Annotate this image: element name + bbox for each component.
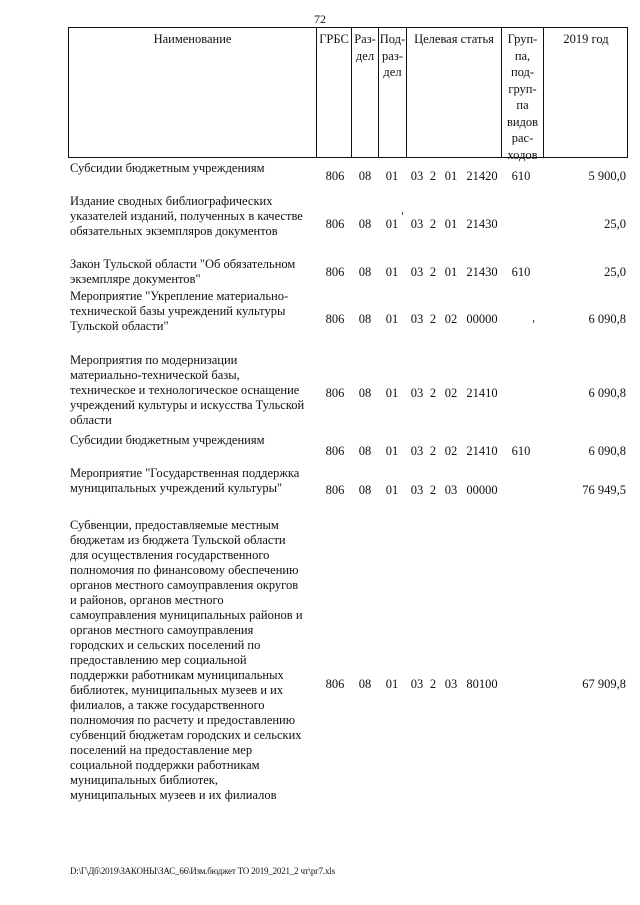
row-target-event: 02 [444, 444, 458, 458]
row-group: 610 [511, 169, 531, 183]
header-target: Целевая статья [407, 28, 502, 157]
row-name: Субсидии бюджетным учреждениям [70, 161, 265, 175]
row-target-program: 03 [410, 386, 424, 400]
row-sum: 6 090,8 [588, 386, 626, 400]
row-target-program: 03 [410, 444, 424, 458]
row-grbs: 806 [325, 217, 345, 231]
row-target-program: 03 [410, 677, 424, 691]
row-target-event: 02 [444, 386, 458, 400]
row-group: 610 [511, 265, 531, 279]
row-target-type: 2 [429, 386, 437, 400]
scan-mark [533, 320, 534, 323]
scan-mark [402, 212, 403, 215]
header-grbs: ГРБС [317, 28, 352, 157]
row-razdel: 08 [358, 483, 372, 497]
row-razdel: 08 [358, 312, 372, 326]
row-name: Закон Тульской области "Об обязательном экземпляре документов" [70, 257, 296, 286]
row-target-program: 03 [410, 169, 424, 183]
row-group: 610 [511, 444, 531, 458]
row-name: Издание сводных библиографических указателей изданий, полученных в качестве обязательных экземпляров документов [70, 194, 303, 238]
row-grbs: 806 [325, 444, 345, 458]
row-target-event: 01 [444, 169, 458, 183]
row-target-direction: 21410 [466, 444, 498, 458]
row-target-event: 03 [444, 677, 458, 691]
row-target-event: 02 [444, 312, 458, 326]
row-sum: 67 909,8 [582, 677, 626, 691]
row-target-direction: 00000 [466, 483, 498, 497]
row-grbs: 806 [325, 312, 345, 326]
row-target-direction: 80100 [466, 677, 498, 691]
row-sum: 25,0 [604, 217, 626, 231]
table-header [68, 27, 628, 162]
row-razdel: 08 [358, 217, 372, 231]
row-grbs: 806 [325, 483, 345, 497]
page-number: 72 [314, 12, 326, 26]
row-name: Мероприятие "Укрепление материально- технической базы учреждений культуры Тульской области" [70, 289, 289, 333]
row-razdel: 08 [358, 265, 372, 279]
row-sum: 5 900,0 [588, 169, 626, 183]
row-target-program: 03 [410, 483, 424, 497]
row-target-event: 01 [444, 217, 458, 231]
row-razdel: 08 [358, 444, 372, 458]
row-podrazdel: 01 [385, 169, 399, 183]
row-sum: 6 090,8 [588, 444, 626, 458]
row-sum: 6 090,8 [588, 312, 626, 326]
row-podrazdel: 01 [385, 444, 399, 458]
row-target-program: 03 [410, 312, 424, 326]
header-razdel: Раз- дел [352, 28, 379, 157]
row-target-type: 2 [429, 312, 437, 326]
row-name: Мероприятия по модернизации материально-технической базы, техническое и технологическое оснащение учреждений культуры и искусства Тульской области [70, 353, 305, 427]
row-grbs: 806 [325, 169, 345, 183]
row-target-direction: 00000 [466, 312, 498, 326]
row-target-direction: 21410 [466, 386, 498, 400]
row-sum: 25,0 [604, 265, 626, 279]
row-target-program: 03 [410, 217, 424, 231]
row-podrazdel: 01 [385, 312, 399, 326]
row-target-type: 2 [429, 677, 437, 691]
row-grbs: 806 [325, 386, 345, 400]
row-target-type: 2 [429, 444, 437, 458]
row-target-type: 2 [429, 169, 437, 183]
row-razdel: 08 [358, 386, 372, 400]
row-target-type: 2 [429, 265, 437, 279]
row-razdel: 08 [358, 677, 372, 691]
row-target-direction: 21430 [466, 265, 498, 279]
row-podrazdel: 01 [385, 265, 399, 279]
row-grbs: 806 [325, 265, 345, 279]
row-target-direction: 21420 [466, 169, 498, 183]
header-podrazdel: Под- раз- дел [379, 28, 407, 157]
row-podrazdel: 01 [385, 677, 399, 691]
row-target-event: 03 [444, 483, 458, 497]
row-sum: 76 949,5 [582, 483, 626, 497]
row-grbs: 806 [325, 677, 345, 691]
row-name: Субвенции, предоставляемые местным бюджетам из бюджета Тульской области для осуществления государственного полномочия по финансовому обеспечению органов местного самоуправления округов и районов, органов местного самоуправления муниципальных районов и органов местного самоуправления городских и сельских поселений по предоставлению мер социальной поддержки работникам муниципальных библиотек, муниципальных музеев и их филиалов, а также государственного полномочия по расчету и предоставлению субвенций бюджетам городских и сельских поселений на предоставление мер социальной поддержки работникам муниципальных библиотек, муниципальных музеев и их филиалов [70, 518, 303, 802]
row-podrazdel: 01 [385, 386, 399, 400]
header-year: 2019 год [563, 32, 609, 46]
row-target-type: 2 [429, 483, 437, 497]
header-group: Груп- па, под- груп- па видов рас- ходов [502, 28, 544, 157]
row-target-direction: 21430 [466, 217, 498, 231]
row-name: Мероприятие "Государственная поддержка муниципальных учреждений культуры" [70, 466, 300, 495]
row-target-type: 2 [429, 217, 437, 231]
header-name: Наименование [69, 28, 317, 157]
row-target-program: 03 [410, 265, 424, 279]
footer-file-path: D:\Г\Дб\2019\ЗАКОНЫ\ЗАС_66\Изм.бюджет ТО 2019_2021_2 чт\рг7.xls [70, 866, 335, 876]
row-razdel: 08 [358, 169, 372, 183]
row-target-event: 01 [444, 265, 458, 279]
row-podrazdel: 01 [385, 217, 399, 231]
row-name: Субсидии бюджетным учреждениям [70, 433, 265, 447]
row-podrazdel: 01 [385, 483, 399, 497]
